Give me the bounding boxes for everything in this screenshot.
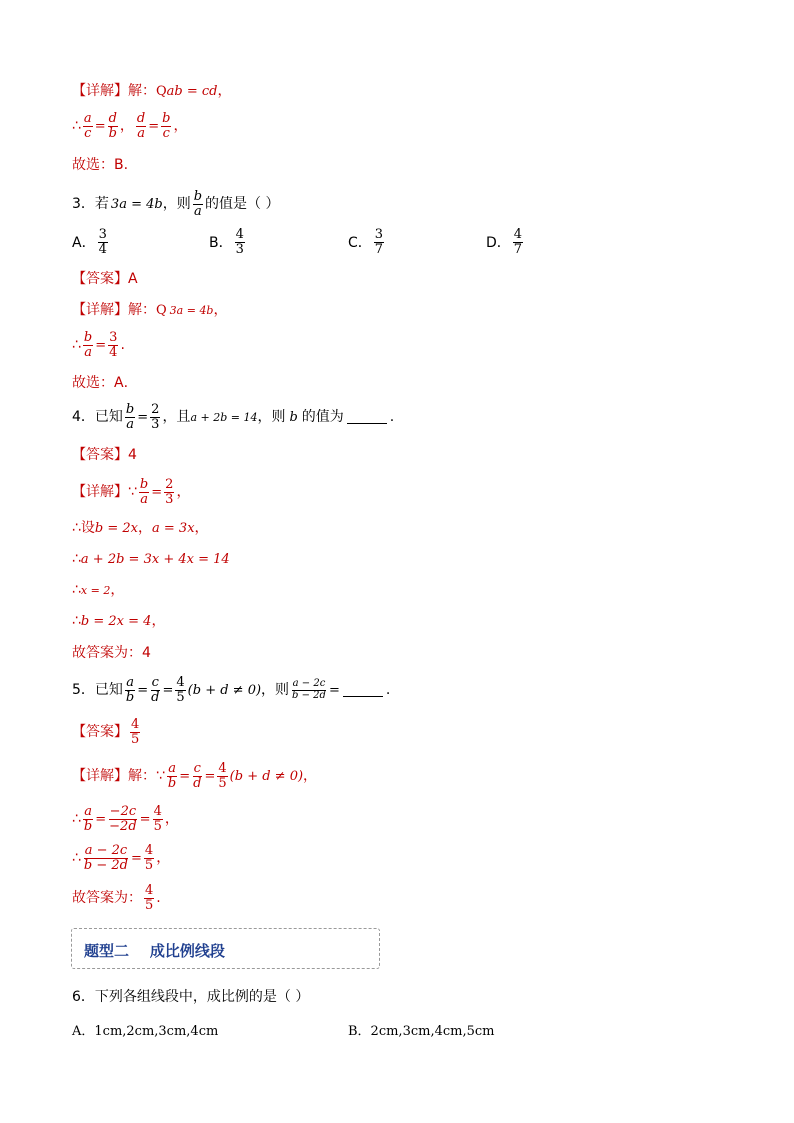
therefore-symbol: ∴: [72, 850, 81, 867]
frac-3-4: $\frac{3}{4}$: [109, 330, 118, 360]
choice-line-1: [72, 158, 128, 172]
frac-a-c: $\frac{a}{c}$: [83, 111, 92, 141]
q5-step-2: ∴ $\frac{a - 2c}{b - 2d}$ = $\frac{4}{5}$ ，: [72, 843, 171, 873]
section-title: 题型二 成比例线段: [84, 942, 225, 960]
detail-label: 【详解】: [72, 484, 128, 501]
therefore-symbol: ∴: [72, 118, 81, 135]
question-6: [72, 990, 309, 1004]
q3-pre: 若: [94, 196, 109, 213]
q5-number: 5．: [72, 682, 95, 699]
question-3: [72, 190, 279, 218]
q3-detail: [72, 303, 227, 317]
comma: ，: [194, 520, 209, 536]
q3-post: 的值是（ ）: [205, 196, 280, 213]
option-label: A．: [72, 235, 96, 252]
frac-a-b: $\frac{a}{b}$: [83, 804, 93, 834]
q4-final-value: 4: [142, 645, 151, 661]
period: .: [120, 337, 125, 354]
q5-detail: 【详解】 解： ∵ $\frac{a}{b}$ = $\frac{c}{d}$ = $\frac{4}{5}$ (b + d ≠ 0) ，: [72, 761, 318, 791]
option-label: C．: [348, 235, 372, 252]
q3-option-a[interactable]: [72, 228, 110, 256]
answer-blank[interactable]: [343, 684, 383, 697]
q4-var: b: [289, 409, 298, 425]
q4-post2: 的值为: [301, 409, 344, 426]
therefore-symbol: ∴: [72, 811, 81, 828]
gu-xuan: 故选：: [72, 375, 114, 391]
q4-frac-b-a: $\frac{b}{a}$: [125, 402, 135, 432]
because-symbol: ∵: [156, 768, 165, 785]
answer-label: 【答案】: [72, 724, 128, 741]
frac-b-c: $\frac{b}{c}$: [162, 111, 171, 141]
q3-frac-b-a: $\frac{b}{a}$: [193, 189, 203, 219]
q4-eq2: a = 3x: [152, 520, 195, 536]
q6-option-b[interactable]: [348, 1020, 494, 1039]
frac-2-3: $\frac{2}{3}$: [165, 477, 174, 507]
q5-frac-a-b: $\frac{a}{b}$: [125, 675, 135, 705]
comma: ，: [213, 302, 228, 318]
q4-step-1: [72, 521, 209, 535]
q4-cond: a + 2b = 14: [190, 410, 258, 424]
comma: ，: [156, 850, 171, 867]
ratio-line: ∴ $\frac{a}{c}$ = $\frac{d}{b}$ ， $\frac{d}{a}$ = $\frac{b}{c}$ ，: [72, 111, 188, 141]
comma: ，: [164, 811, 179, 828]
answer-blank[interactable]: [347, 411, 387, 424]
answer-label: 【答案】: [72, 271, 128, 287]
because-symbol: ∵: [128, 484, 137, 501]
choice-b: B: [114, 157, 124, 173]
frac-4-5: $\frac{4}{5}$: [144, 843, 154, 873]
therefore-symbol: ∴: [72, 582, 81, 598]
section-heading-box: [71, 928, 380, 969]
since-q: Q: [156, 302, 167, 318]
q5-cond: (b + d ≠ 0): [187, 682, 262, 698]
frac-a-b: $\frac{a}{b}$: [167, 761, 177, 791]
comma: ，: [217, 83, 232, 99]
q4-answer-value: 4: [128, 447, 137, 463]
frac-d-a: $\frac{d}{a}$: [136, 111, 146, 141]
frac-4-5: $\frac{4}{5}$: [218, 761, 227, 791]
q3-answer-value: A: [128, 271, 138, 287]
q3-detail-eq: 3a = 4b: [169, 303, 214, 317]
option-text: A．1cm,2cm,3cm,4cm: [72, 1024, 219, 1039]
comma: ，: [119, 118, 134, 135]
comma: ，: [110, 582, 125, 598]
frac-4-5: $\frac{4}{5}$: [153, 804, 162, 834]
q6-option-a[interactable]: [72, 1020, 218, 1039]
q5-mid: ，则: [261, 682, 290, 699]
q4-answer: [72, 448, 137, 462]
frac-a2c-b2d: $\frac{a - 2c}{b - 2d}$: [83, 843, 128, 873]
q4-frac-2-3: $\frac{2}{3}$: [151, 402, 160, 432]
q4-eq-sum: a + 2b = 3x + 4x = 14: [80, 551, 230, 567]
q3-option-d[interactable]: [486, 228, 525, 256]
period: .: [385, 682, 391, 699]
option-frac: $\frac{4}{3}$: [235, 227, 244, 257]
detail-line-ab-cd: [72, 84, 232, 98]
option-frac: $\frac{4}{7}$: [513, 227, 523, 257]
q3-option-b[interactable]: [209, 228, 247, 256]
jie-text: 解：: [128, 768, 156, 785]
q3-number: 3．: [72, 196, 95, 213]
q3-cond: 3a = 4b: [110, 196, 163, 212]
therefore-symbol: ∴: [72, 551, 81, 567]
q4-eq1: b = 2x: [94, 520, 139, 536]
detail-label: 【详解】: [72, 83, 128, 99]
gu-xuan: 故选：: [72, 157, 114, 173]
jie-text: 解：: [128, 302, 156, 318]
q4-set: 设: [80, 520, 95, 536]
q3-result: ∴ $\frac{b}{a}$ = $\frac{3}{4}$ .: [72, 330, 125, 360]
frac-neg2c-neg2d: $\frac{-2c}{-2d}$: [109, 804, 137, 834]
since-q: Q: [156, 83, 167, 99]
q4-pre: 已知: [94, 409, 123, 426]
q3-answer: [72, 272, 138, 286]
q5-answer: [72, 718, 142, 746]
comma: ，: [151, 613, 166, 629]
period: .: [156, 890, 161, 907]
question-5: 5． 已知 $\frac{a}{b}$ = $\frac{c}{d}$ = $\frac{4}{5}$ (b + d ≠ 0) ，则 $\frac{a - 2c}{b - 2d}$ = .: [72, 675, 391, 705]
q3-option-c[interactable]: [348, 228, 386, 256]
option-frac: $\frac{3}{4}$: [98, 227, 107, 257]
q5-final: [72, 884, 161, 912]
detail-label: 【详解】: [72, 302, 128, 318]
question-4: 4． 已知 $\frac{b}{a}$ = $\frac{2}{3}$ ，且 a + 2b = 14 ，则 b 的值为 .: [72, 402, 395, 432]
answer-label: 【答案】: [72, 447, 128, 463]
q5-answer-frac: $\frac{4}{5}$: [131, 717, 140, 747]
frac-b-a: $\frac{b}{a}$: [139, 477, 149, 507]
therefore-symbol: ∴: [72, 613, 81, 629]
q4-detail: 【详解】 ∵ $\frac{b}{a}$ = $\frac{2}{3}$ ，: [72, 477, 191, 507]
choice-a: A: [114, 375, 124, 391]
q5-frac-c-d: $\frac{c}{d}$: [151, 675, 160, 705]
period: .: [123, 157, 129, 173]
frac-d-b: $\frac{d}{b}$: [108, 111, 117, 141]
q5-final-frac: $\frac{4}{5}$: [145, 883, 154, 913]
option-text: B．2cm,3cm,4cm,5cm: [348, 1024, 495, 1039]
q5-frac-4-5: $\frac{4}{5}$: [176, 675, 185, 705]
q4-step-2: [72, 552, 230, 566]
q5-pre: 已知: [94, 682, 123, 699]
period: .: [389, 409, 395, 426]
q5-cond: (b + d ≠ 0): [229, 768, 304, 784]
q4-step-3: [72, 583, 124, 597]
q5-question-frac: $\frac{a - 2c}{b - 2d}$: [292, 678, 326, 701]
comma: ，: [173, 118, 188, 135]
frac-c-d: $\frac{c}{d}$: [193, 761, 202, 791]
option-frac: $\frac{3}{7}$: [374, 227, 384, 257]
q4-mid: ，且: [162, 409, 191, 426]
detail-label: 【详解】: [72, 768, 128, 785]
gu-answer: 故答案为：: [72, 645, 142, 661]
q4-b: b = 2x = 4: [80, 613, 152, 629]
therefore-symbol: ∴: [72, 520, 81, 536]
q4-step-4: [72, 614, 165, 628]
frac-b-a: $\frac{b}{a}$: [83, 330, 93, 360]
q4-number: 4．: [72, 409, 95, 426]
q6-text: 6．下列各组线段中，成比例的是（ ）: [72, 989, 310, 1005]
q4-x: x = 2: [80, 583, 111, 597]
option-label: B．: [209, 235, 233, 252]
eq-ab-cd: ab = cd: [166, 83, 218, 99]
comma: ，: [303, 768, 318, 785]
q3-mid: ，则: [162, 196, 191, 213]
option-label: D．: [486, 235, 511, 252]
q5-step-1: ∴ $\frac{a}{b}$ = $\frac{-2c}{-2d}$ = $\frac{4}{5}$ ，: [72, 804, 179, 834]
q4-post1: ，则: [257, 409, 286, 426]
q4-final: [72, 646, 151, 660]
period: .: [123, 375, 129, 391]
comma: ，: [138, 520, 153, 536]
gu-answer: 故答案为：: [72, 890, 142, 907]
therefore-symbol: ∴: [72, 337, 81, 354]
jie-text: 解：: [128, 83, 156, 99]
q3-choice: [72, 376, 128, 390]
comma: ，: [176, 484, 191, 501]
